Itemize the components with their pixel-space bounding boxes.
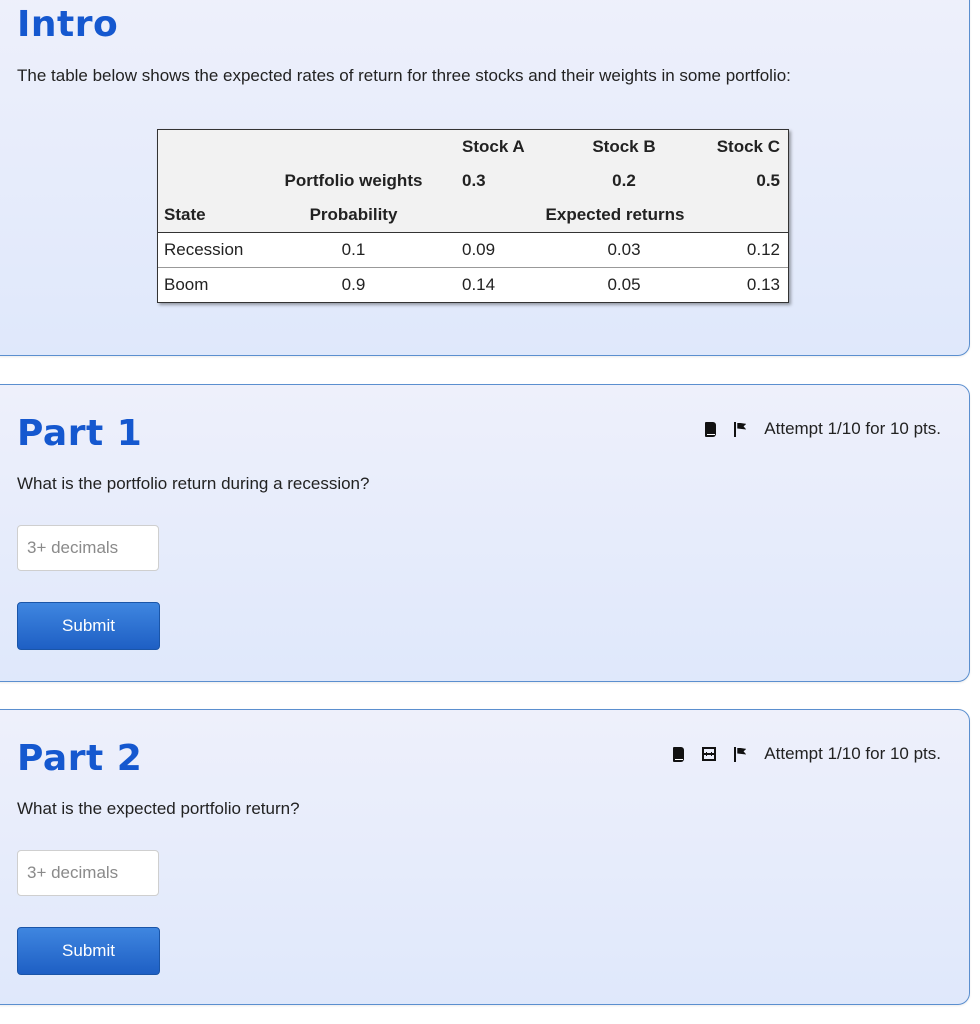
row-probability: 0.1 bbox=[265, 233, 442, 268]
weight-stock-a: 0.3 bbox=[442, 164, 548, 198]
table-row bbox=[158, 233, 788, 268]
state-label: State bbox=[158, 198, 265, 233]
film-icon[interactable] bbox=[702, 747, 716, 761]
part-2-title: Part 2 bbox=[17, 738, 143, 779]
row-stock-b: 0.03 bbox=[548, 233, 700, 268]
intro-title: Intro bbox=[17, 4, 119, 45]
part-1-answer-input[interactable] bbox=[17, 525, 159, 571]
header-stock-c: Stock C bbox=[700, 130, 788, 164]
expected-returns-label: Expected returns bbox=[442, 198, 788, 233]
part-2-status bbox=[673, 744, 941, 764]
weights-label: Portfolio weights bbox=[265, 164, 442, 198]
row-probability: 0.9 bbox=[265, 268, 442, 303]
row-stock-b: 0.05 bbox=[548, 268, 700, 303]
table-row bbox=[158, 268, 788, 303]
flag-icon[interactable] bbox=[734, 422, 746, 437]
probability-label: Probability bbox=[265, 198, 442, 233]
row-stock-c: 0.12 bbox=[700, 233, 788, 268]
part-1-title: Part 1 bbox=[17, 413, 143, 454]
weight-stock-c: 0.5 bbox=[700, 164, 788, 198]
attempt-text: Attempt 1/10 for 10 pts. bbox=[764, 419, 941, 438]
row-state: Boom bbox=[158, 268, 265, 303]
part-2-answer-input[interactable] bbox=[17, 850, 159, 896]
weight-stock-b: 0.2 bbox=[548, 164, 700, 198]
part-2-question: What is the expected portfolio return? bbox=[17, 799, 300, 818]
part-2-card bbox=[0, 709, 970, 1005]
row-stock-c: 0.13 bbox=[700, 268, 788, 303]
book-icon[interactable] bbox=[673, 747, 684, 762]
attempt-text: Attempt 1/10 for 10 pts. bbox=[764, 744, 941, 763]
row-state: Recession bbox=[158, 233, 265, 268]
row-stock-a: 0.14 bbox=[442, 268, 548, 303]
returns-table bbox=[157, 129, 789, 303]
part-1-submit-button[interactable]: Submit bbox=[17, 602, 160, 650]
row-stock-a: 0.09 bbox=[442, 233, 548, 268]
flag-icon[interactable] bbox=[734, 747, 746, 762]
header-stock-b: Stock B bbox=[548, 130, 700, 164]
table-header-row bbox=[158, 130, 788, 164]
part-1-question: What is the portfolio return during a recession? bbox=[17, 474, 370, 493]
table-weights-row bbox=[158, 164, 788, 198]
table-subheader-row bbox=[158, 198, 788, 233]
book-icon[interactable] bbox=[705, 422, 716, 437]
part-1-card bbox=[0, 384, 970, 682]
header-stock-a: Stock A bbox=[442, 130, 548, 164]
part-2-submit-button[interactable]: Submit bbox=[17, 927, 160, 975]
intro-text: The table below shows the expected rates of return for three stocks and their weights in some portfolio: bbox=[17, 66, 791, 85]
intro-card bbox=[0, 0, 970, 356]
part-1-status bbox=[705, 419, 941, 439]
